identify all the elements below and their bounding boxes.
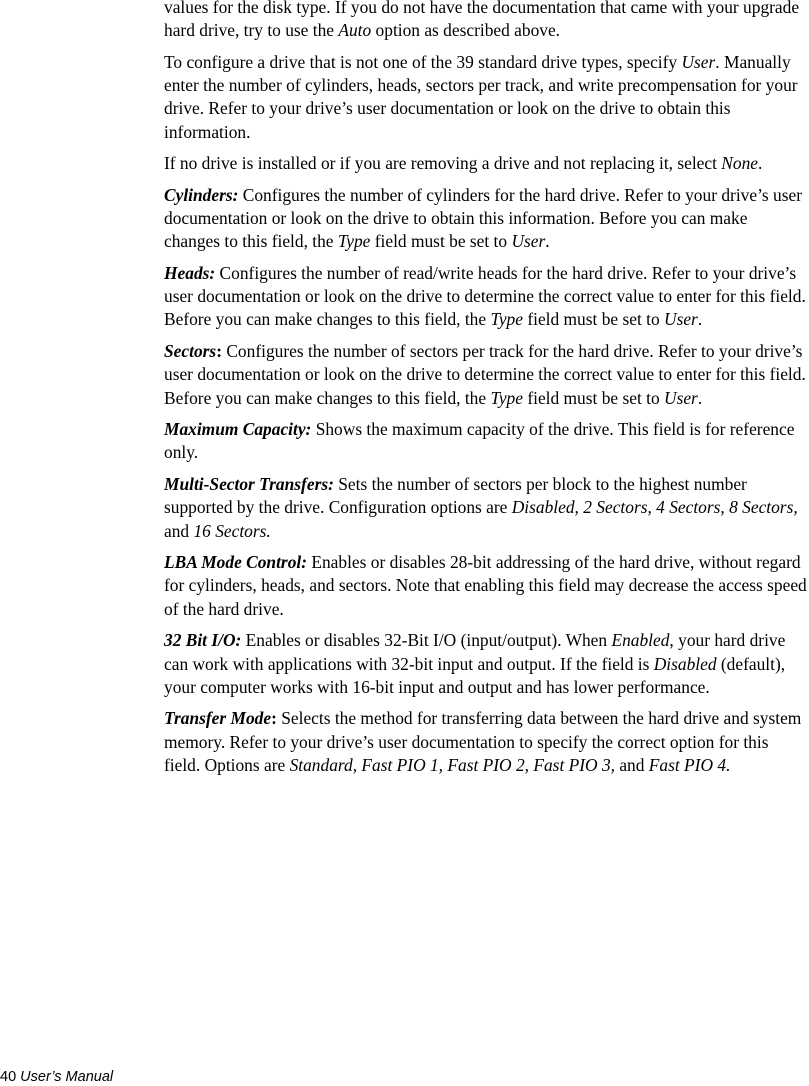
paragraph-multi-sector-transfers bbox=[164, 473, 807, 543]
option-list: Standard, Fast PIO 1, Fast PIO 2, Fast PIO 3, bbox=[289, 754, 615, 775]
text-run: . bbox=[697, 309, 703, 330]
page-footer bbox=[0, 1069, 113, 1086]
text-run: Configures the number of cylinders for the hard drive. Refer to your drive’s user documentation or look on the drive to obtain this information. Before you can make changes to this field, the bbox=[164, 184, 802, 252]
paragraph-heads bbox=[164, 262, 807, 332]
text-run: field must be set to bbox=[522, 309, 665, 330]
term-transfer-mode: Transfer Mode bbox=[164, 708, 272, 729]
text-run: . Manually enter the number of cylinders, heads, sectors per track, and write precompensation for your drive. Refer to your drive’s user documentation or look on the drive to obtain this information. bbox=[164, 51, 798, 142]
text-run: Sets the number of sectors per block to the highest number supported by the drive. Configuration options are bbox=[164, 474, 747, 518]
option-disabled: Disabled bbox=[653, 653, 717, 674]
paragraph-sectors bbox=[164, 340, 807, 410]
option-enabled: Enabled bbox=[611, 630, 670, 651]
text-run: , your hard drive can work with applications with 32-bit input and output. If the field is bbox=[164, 630, 786, 674]
option-none: None bbox=[721, 153, 759, 174]
text-run: and bbox=[614, 754, 649, 775]
text-run: Selects the method for transferring data between the hard drive and system memory. Refer to your drive’s user documentation to specify the correct option for this field. Options are bbox=[164, 708, 802, 775]
paragraph-lba-mode-control bbox=[164, 551, 807, 621]
term-colon: : bbox=[271, 708, 277, 729]
paragraph-transfer-mode bbox=[164, 707, 807, 777]
paragraph-cylinders bbox=[164, 184, 807, 254]
text-run: Enables or disables 28-bit addressing of the hard drive, without regard for cylinders, heads, and sectors. Note that enabling this field may decrease the access speed of the hard drive. bbox=[164, 552, 807, 619]
term-colon: : bbox=[216, 341, 222, 362]
term-sectors: Sectors bbox=[164, 341, 217, 362]
paragraph-user-type bbox=[164, 51, 807, 144]
text-run: To configure a drive that is not one of the 39 standard drive types, specify bbox=[164, 51, 682, 72]
text-run: field must be set to bbox=[370, 231, 512, 252]
text-run: Configures the number of read/write heads for the hard drive. Refer to your drive’s user documentation or look on the drive to determine the correct value to enter for this field. Before you can make changes to this field, the bbox=[164, 263, 806, 330]
text-run: field must be set to bbox=[522, 387, 665, 408]
option-user: User bbox=[681, 51, 716, 72]
text-run: Enables or disables 32-Bit I/O (input/output). When bbox=[241, 630, 612, 651]
option-auto: Auto bbox=[338, 20, 372, 41]
term-lba-mode-control: LBA Mode Control: bbox=[164, 552, 308, 573]
option-list: Disabled, 2 Sectors, 4 Sectors, 8 Sectors, bbox=[511, 497, 798, 518]
text-run: and bbox=[164, 520, 194, 541]
text-run: . bbox=[758, 153, 763, 174]
text-run: Configures the number of sectors per track for the hard drive. Refer to your drive’s user documentation or look on the drive to determine the correct value to enter for this field. Before you can make changes to this field, the bbox=[164, 341, 806, 408]
option-user: User bbox=[511, 231, 546, 252]
option-user: User bbox=[664, 309, 698, 330]
text-run: . bbox=[545, 231, 550, 252]
paragraph-32-bit-io bbox=[164, 629, 807, 699]
page-number: 40 bbox=[0, 1069, 17, 1085]
term-cylinders: Cylinders: bbox=[164, 184, 239, 205]
text-run: option as described above. bbox=[371, 20, 561, 41]
option-fast-pio-4: Fast PIO 4. bbox=[648, 754, 731, 775]
manual-title: User’s Manual bbox=[20, 1069, 114, 1085]
text-run: . bbox=[697, 387, 703, 408]
term-maximum-capacity: Maximum Capacity: bbox=[164, 419, 312, 440]
text-run: (default), your computer works with 16-bit input and output and has lower performance. bbox=[164, 653, 786, 697]
paragraph-disk-type-continued bbox=[164, 0, 807, 42]
term-32-bit-io: 32 Bit I/O: bbox=[164, 630, 242, 651]
term-heads: Heads: bbox=[164, 263, 216, 284]
field-type-ref: Type bbox=[490, 387, 523, 408]
field-type-ref: Type bbox=[337, 231, 371, 252]
term-multi-sector-transfers: Multi-Sector Transfers: bbox=[164, 474, 334, 495]
document-body bbox=[164, 0, 807, 786]
text-run: Shows the maximum capacity of the drive. This field is for reference only. bbox=[164, 419, 795, 463]
paragraph-maximum-capacity bbox=[164, 418, 807, 464]
option-16-sectors: 16 Sectors. bbox=[193, 520, 271, 541]
paragraph-none-type bbox=[164, 152, 807, 175]
field-type-ref: Type bbox=[490, 309, 523, 330]
text-run: values for the disk type. If you do not have the documentation that came with your upgrade hard drive, try to use the bbox=[164, 0, 800, 41]
option-user: User bbox=[664, 387, 698, 408]
text-run: If no drive is installed or if you are removing a drive and not replacing it, select bbox=[164, 153, 722, 174]
